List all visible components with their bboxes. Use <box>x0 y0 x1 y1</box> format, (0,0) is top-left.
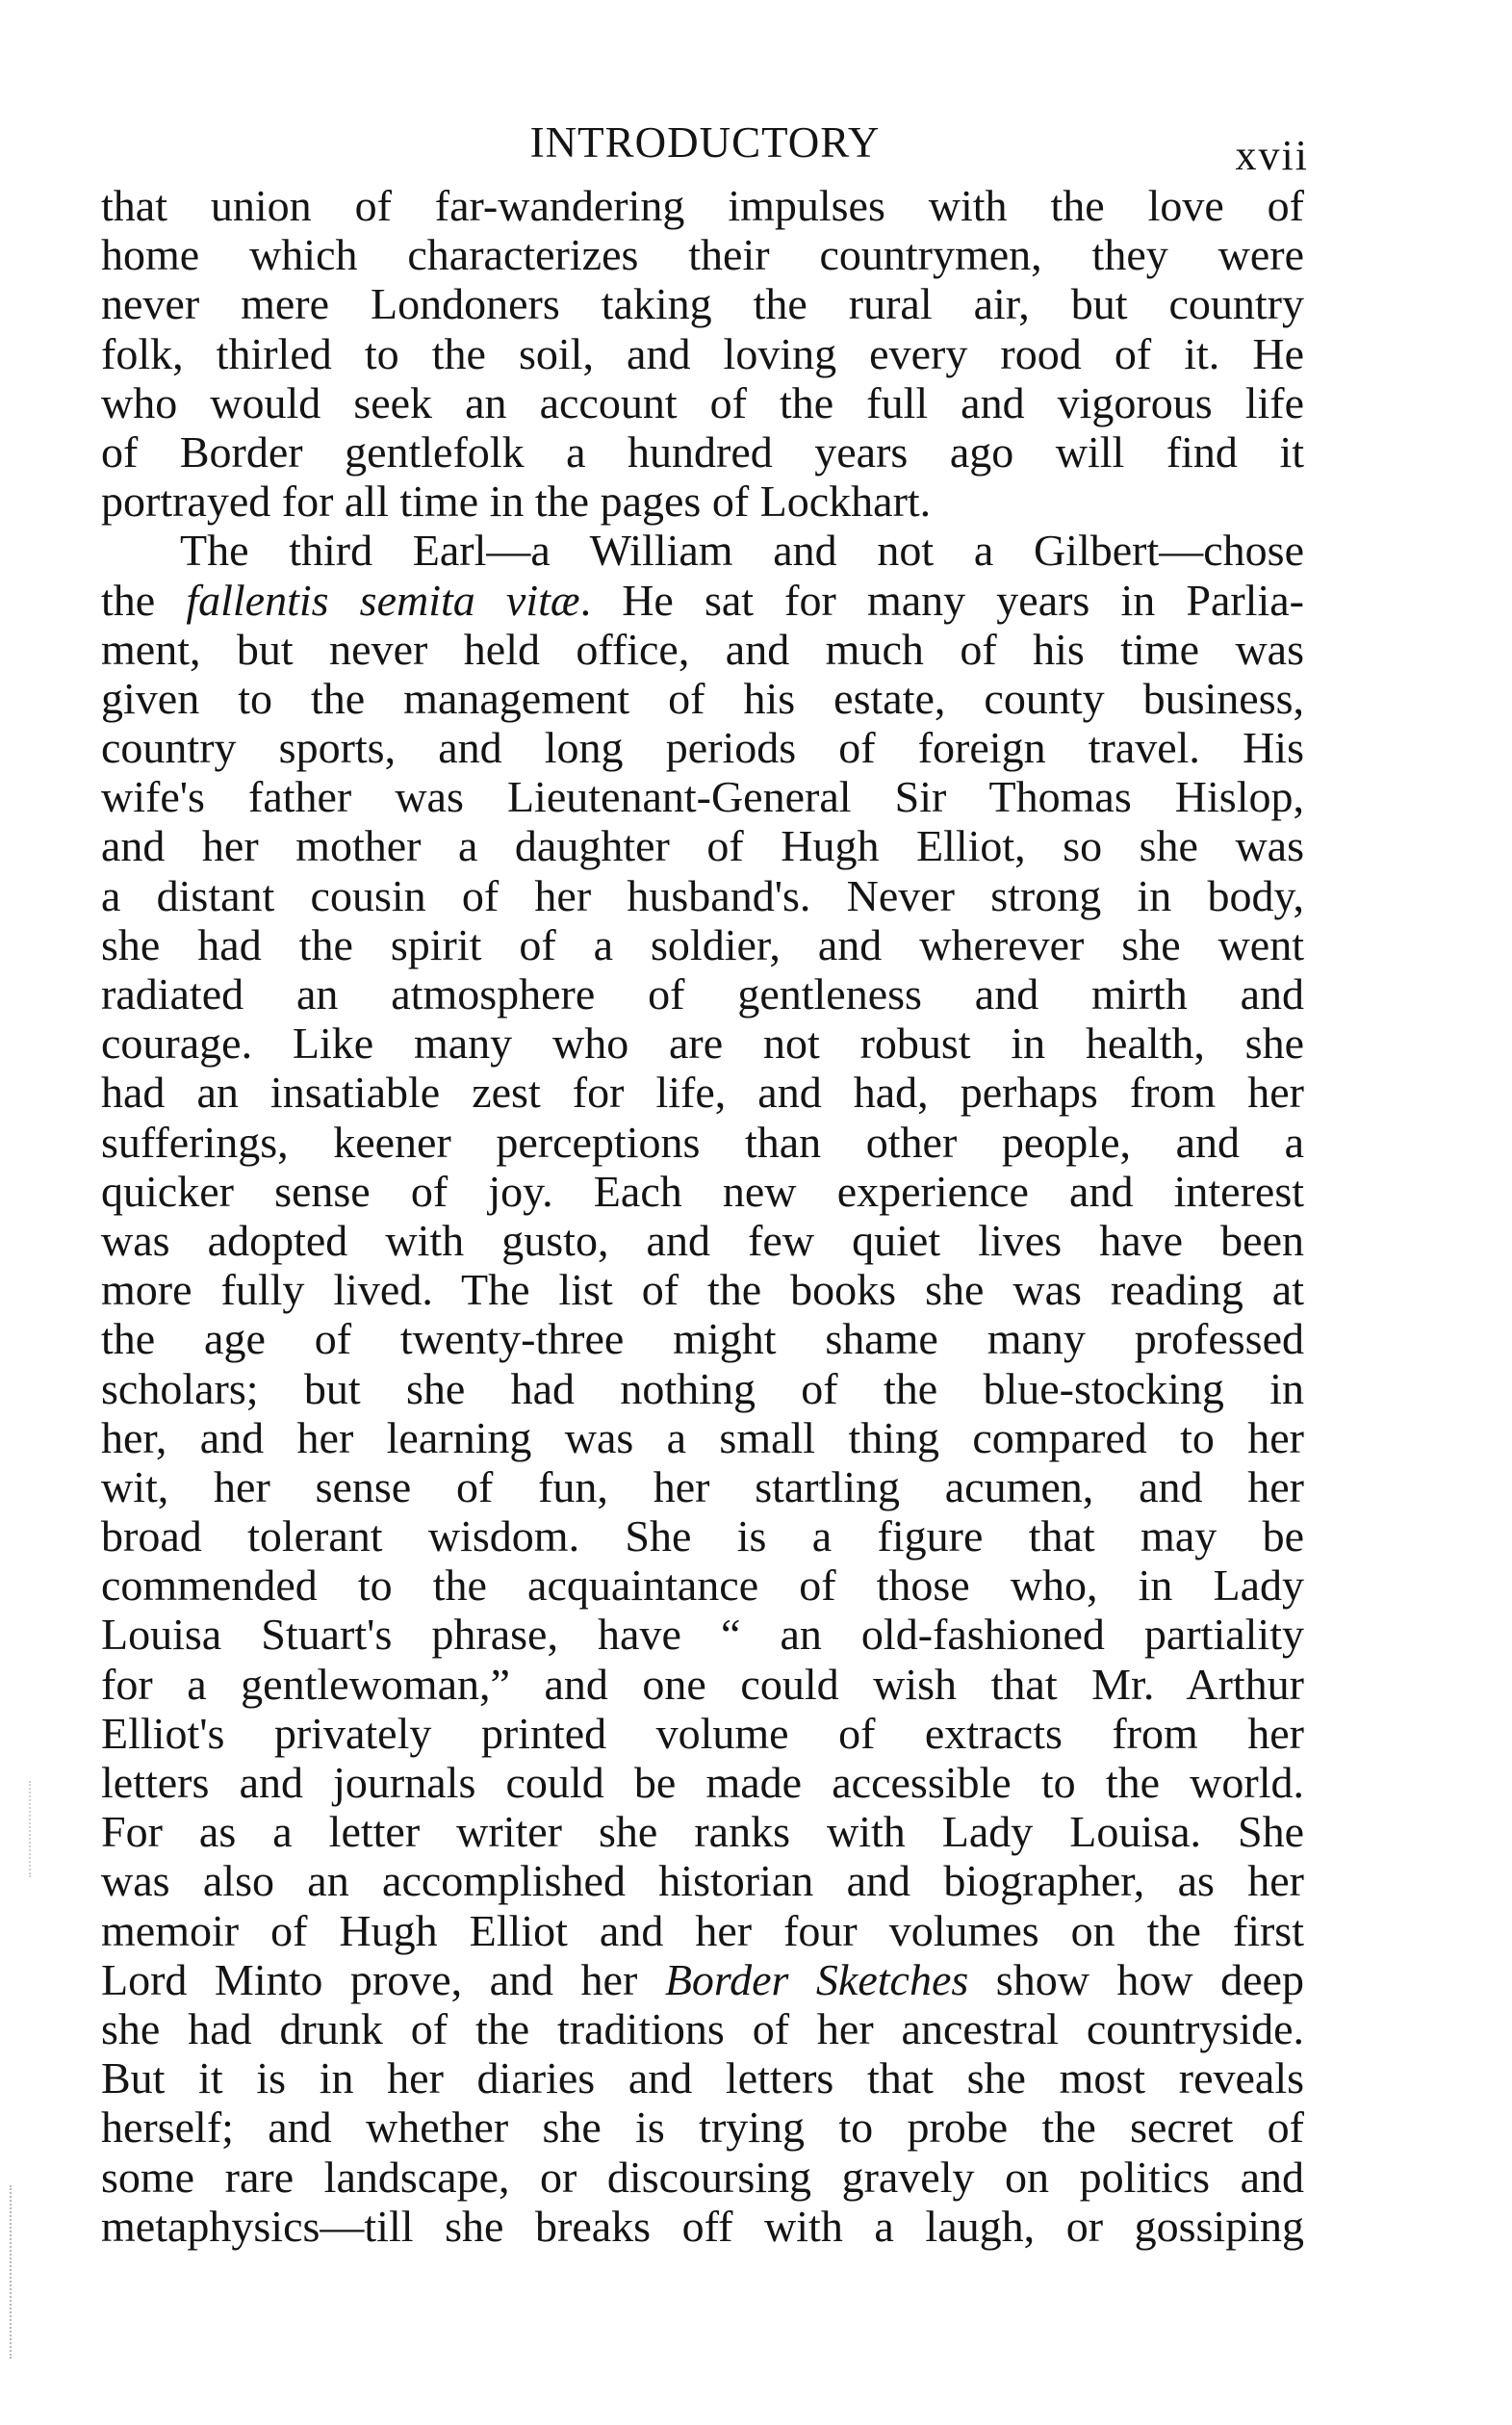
text-line: more fully lived. The list of the books she was reading at <box>101 1265 1304 1315</box>
text-line: Louisa Stuart's phrase, have “ an old-fashioned partiality <box>101 1610 1304 1660</box>
running-title: INTRODUCTORY <box>529 118 881 167</box>
running-head <box>101 114 1309 179</box>
text-line: radiated an atmosphere of gentleness and mirth and <box>101 969 1304 1019</box>
text-line: the fallentis semita vitæ. He sat for many years in Parlia- <box>101 575 1304 625</box>
text-line: courage. Like many who are not robust in health, she <box>101 1019 1304 1069</box>
text-line: her, and her learning was a small thing compared to her <box>101 1412 1304 1462</box>
text-line: quicker sense of joy. Each new experience and interest <box>101 1166 1304 1216</box>
text-line: memoir of Hugh Elliot and her four volumes on the first <box>101 1905 1304 1955</box>
text-line: The third Earl—a William and not a Gilbert—chose <box>180 526 1304 576</box>
text-line: for a gentlewoman,” and one could wish that Mr. Arthur <box>101 1659 1304 1709</box>
text-line: the age of twenty-three might shame many professed <box>101 1314 1304 1364</box>
text-line: was also an accomplished historian and biographer, as her <box>101 1856 1304 1906</box>
text-line: portrayed for all time in the pages of Lockhart. <box>101 477 932 527</box>
text-line: a distant cousin of her husband's. Never strong in body, <box>101 870 1304 920</box>
text-line: she had the spirit of a soldier, and wherever she went <box>101 919 1304 969</box>
text-line: commended to the acquaintance of those who, in Lady <box>101 1561 1304 1611</box>
text-line: scholars; but she had nothing of the blue-stocking in <box>101 1363 1304 1413</box>
text-line: sufferings, keener perceptions than other people, and a <box>101 1117 1304 1167</box>
text-line: Lord Minto prove, and her Border Sketches show how deep <box>101 1954 1304 2004</box>
text-line: broad tolerant wisdom. She is a figure that may be <box>101 1511 1304 1561</box>
text-line: some rare landscape, or discoursing gravely on politics and <box>101 2152 1304 2202</box>
text-line: who would seek an account of the full and vigorous life <box>101 377 1304 427</box>
text-line: country sports, and long periods of foreign travel. His <box>101 723 1304 773</box>
page-number: xvii <box>1235 132 1309 179</box>
text-line: had an insatiable zest for life, and had, perhaps from her <box>101 1068 1304 1118</box>
text-line: home which characterizes their countrymen, they were <box>101 230 1304 280</box>
text-line: Elliot's privately printed volume of extracts from her <box>101 1708 1304 1758</box>
text-line: given to the management of his estate, county business, <box>101 673 1304 723</box>
body-text <box>101 181 1304 2251</box>
italic-phrase: Border Sketches <box>664 1954 969 2004</box>
text-line: herself; and whether she is trying to probe the secret of <box>101 2103 1304 2153</box>
italic-phrase: fallentis semita vitæ <box>186 575 580 625</box>
text-line: metaphysics—till she breaks off with a laugh, or gossiping <box>101 2201 1304 2251</box>
text-line: she had drunk of the traditions of her ancestral countryside. <box>101 2003 1304 2053</box>
text-line: wit, her sense of fun, her startling acumen, and her <box>101 1461 1304 1511</box>
text-line: For as a letter writer she ranks with Lady Louisa. She <box>101 1807 1304 1857</box>
text-line: of Border gentlefolk a hundred years ago will find it <box>101 426 1304 477</box>
text-line: was adopted with gusto, and few quiet lives have been <box>101 1215 1304 1265</box>
text-line: wife's father was Lieutenant-General Sir Thomas Hislop, <box>101 772 1304 822</box>
margin-specks-upper <box>29 1781 35 1877</box>
text-line: and her mother a daughter of Hugh Elliot, so she was <box>101 821 1304 871</box>
text-line: letters and journals could be made accessible to the world. <box>101 1758 1304 1807</box>
text-line: folk, thirled to the soil, and loving every rood of it. He <box>101 328 1304 378</box>
text-line: But it is in her diaries and letters that she most reveals <box>101 2053 1304 2103</box>
margin-specks <box>10 2185 15 2359</box>
text-line: that union of far-wandering impulses with the love of <box>101 181 1304 230</box>
text-line: never mere Londoners taking the rural air, but country <box>101 279 1304 329</box>
text-line: ment, but never held office, and much of his time was <box>101 624 1304 674</box>
